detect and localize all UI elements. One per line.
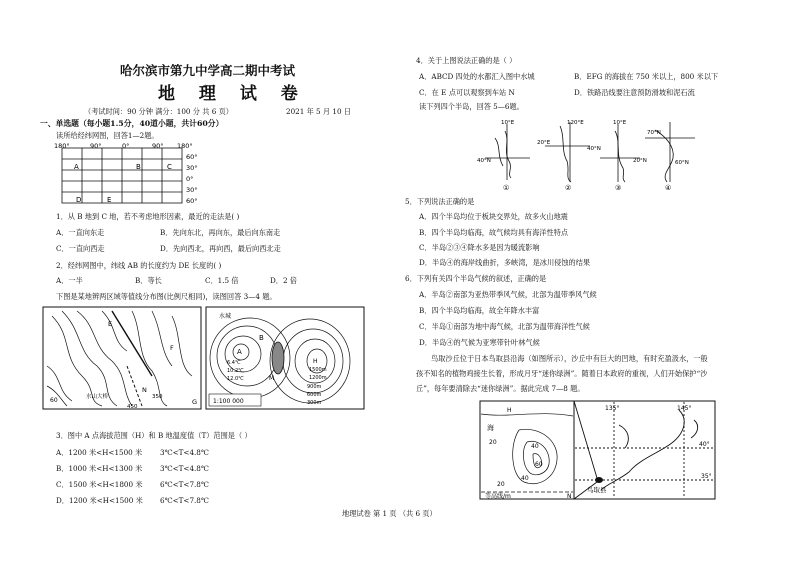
q3-option-c-left: C．1500 米<H<1800 米	[56, 480, 143, 489]
japan-label: 35°	[701, 473, 712, 480]
q2-stem: 2．经纬网图中，纬线 AB 的长度约为 DE 长度的( )	[56, 261, 222, 270]
q6-option-a: A．半岛②南部为亚热带季风气候，北部为温带季风气候	[419, 290, 597, 299]
peninsula-number: ③	[615, 184, 622, 192]
q5-option-b: B．四个半岛均临海，故气候均具有海洋性特点	[419, 228, 569, 237]
q1-option-d: D．先向西北，再向西，最后向西北走	[160, 244, 281, 253]
section-heading: 一、单选题（每小题1.5分，40道小题，共计60分）	[40, 119, 224, 128]
map-intro: 下图是某地辨两区域等值线分布图(比例尺相同)，读图回答 3—4 题。	[56, 292, 277, 301]
map2-label: 300m	[307, 400, 322, 406]
map1-label: E	[108, 320, 113, 328]
peninsula-label: 70°N	[647, 130, 661, 136]
q3-option-c-right: 6℃<T<7.8℃	[160, 480, 209, 489]
point-E: E	[107, 196, 112, 204]
lat-label: 60°	[186, 153, 198, 161]
peninsula-maps	[475, 116, 705, 192]
lon-label: 0°	[122, 143, 130, 150]
tottori-dune-map	[479, 400, 717, 500]
peninsula-label: 120°E	[567, 120, 584, 126]
map1-label: N	[142, 386, 147, 394]
map2-label: 1200m	[309, 375, 327, 381]
point-A: A	[74, 163, 79, 171]
lon-label: 180°	[177, 143, 193, 150]
japan-label: N	[567, 493, 572, 500]
q2-option-c: C．1.5 倍	[205, 276, 239, 285]
peninsula-label: 20°N	[633, 158, 647, 164]
page-footer: 地理试卷 第 1 页 （共 6 页）	[342, 509, 437, 518]
q6-stem: 6．下列有关四个半岛气候的叙述，正确的是	[405, 274, 547, 283]
point-D: D	[76, 196, 82, 204]
japan-label: 海	[487, 424, 494, 432]
q1-option-c: C．一直向西走	[56, 244, 105, 253]
map1-label: 450	[127, 404, 138, 410]
peninsula-label: 20°E	[537, 140, 551, 146]
map1-label: 350	[152, 394, 163, 400]
q4-option-b: B．EFG 的海拔在 750 米以上，800 米以下	[574, 72, 719, 81]
lon-label: 90°	[152, 143, 164, 150]
q3-option-d-right: 6℃<T<7.8℃	[160, 496, 209, 505]
point-C: C	[167, 163, 172, 171]
japan-label: 20	[489, 439, 497, 446]
q6-option-b: B．四个半岛均临海，故全年降水丰富	[419, 306, 540, 315]
exam-date: 2021 年 5 月 10 日	[286, 107, 351, 116]
japan-label: 20	[497, 481, 505, 488]
desert-intro-line3: 丘”，每年要清除去“迷你绿洲”。据此完成 7—8 题。	[416, 384, 585, 393]
peninsula-number: ④	[665, 184, 672, 192]
q1-option-a: A．一直向东走	[56, 228, 105, 237]
peninsula-label: 40°N	[477, 158, 491, 164]
map2-label: 6.4℃	[227, 360, 241, 366]
section-intro: 读所给经纬网图，回答1—2题。	[56, 131, 159, 140]
q2-option-b: B．等长	[135, 276, 162, 285]
q5-option-c: C．半岛②③④降水多是因为暖流影响	[419, 243, 540, 252]
q3-option-a-right: 3℃<T<4.8℃	[160, 448, 209, 457]
q3-option-b-left: B．1000 米<H<1300 米	[56, 464, 143, 473]
peninsula-label: 40°N	[587, 146, 601, 152]
map2-label: 水城	[219, 313, 232, 320]
q2-option-d: D．2 倍	[270, 276, 297, 285]
peninsula-number: ②	[565, 184, 572, 192]
exam-subject: 地 理 试 卷	[158, 84, 307, 104]
map1-label: F	[170, 344, 174, 352]
japan-label: 等高线/m	[485, 493, 511, 500]
japan-label: 60	[535, 461, 543, 468]
map2-label: H	[313, 358, 318, 365]
japan-label: H	[507, 407, 512, 414]
q2-option-a: A．一半	[56, 276, 83, 285]
q6-option-d: D．半岛④的气候为亚寒带针叶林气候	[419, 338, 540, 347]
q3-option-d-left: D．1200 米<H<1500 米	[56, 496, 143, 505]
map1-label: 60	[50, 397, 58, 404]
peninsula-label: 10°E	[501, 120, 515, 126]
terrain-map-left	[42, 306, 202, 410]
map2-label: 1500m	[309, 367, 327, 373]
map1-label: 水山大桥	[86, 394, 109, 400]
japan-label: 40	[531, 443, 539, 450]
lat-label: 0°	[186, 175, 194, 183]
q6-option-c: C．半岛①南部为地中海气候，北部为温带海洋性气候	[419, 322, 590, 331]
lat-label: 30°	[186, 164, 198, 172]
exam-info: （考试时间：90 分钟 满分：100 分 共 6 页）	[84, 107, 233, 116]
q4-option-a: A．ABCD 四处的水都汇入图中水城	[419, 72, 535, 81]
japan-label: 40°	[699, 441, 710, 448]
lon-label: 90°	[90, 143, 102, 150]
lon-label: 180°	[54, 143, 70, 150]
q3-option-b-right: 3℃<T<4.8℃	[160, 464, 209, 473]
lat-label: 30°	[186, 186, 198, 194]
q3-stem: 3．图中 A 点海拔范围（H）和 B 地温度值（T）范围是（ ）	[56, 431, 252, 440]
map2-label: 12.0℃	[227, 376, 244, 382]
peninsula-intro: 读下列四个半岛，回答 5—6题。	[419, 102, 524, 111]
peninsula-number: ①	[503, 184, 510, 192]
q3-option-a-left: A．1200 米<H<1500 米	[56, 448, 143, 457]
q4-option-d: D．铁路沿线要注意预防滑坡和泥石流	[574, 88, 695, 97]
japan-label: 鸟取县	[587, 486, 607, 494]
map2-label: 900m	[307, 384, 322, 390]
desert-intro-line1: 鸟取沙丘位于日本鸟取县沿海（如图所示），沙丘中有巨大的凹地，有时充盈汲水，一般	[431, 354, 708, 363]
map2-label: 600m	[307, 392, 322, 398]
q5-stem: 5．下列说法正确的是	[405, 197, 475, 206]
map2-label: 10.2℃	[227, 368, 244, 374]
q1-option-b: B．先向东北，再向东，最后向东南走	[160, 228, 281, 237]
map1-label: G	[192, 398, 198, 406]
lat-label: 60°	[186, 197, 198, 205]
map2-label: M	[269, 375, 275, 382]
map2-label: B	[259, 334, 264, 342]
map2-scale: 1:100 000	[213, 398, 244, 405]
japan-label: 40	[521, 475, 529, 482]
map2-label: A	[237, 348, 242, 356]
peninsula-label: 60°N	[675, 160, 689, 166]
point-B: B	[136, 163, 141, 171]
peninsula-label: 10°E	[613, 120, 627, 126]
lat-lon-grid-figure	[52, 143, 212, 205]
japan-label: 135°	[605, 405, 620, 412]
q4-stem: 4．关于上图说法正确的是（ ）	[416, 56, 517, 65]
q5-option-d: D．半岛④的海岸线曲折，多峡湾，是冰川侵蚀的结果	[419, 258, 591, 267]
exam-title: 哈尔滨市第九中学高二期中考试	[120, 63, 296, 78]
q1-stem: 1．从 B 地到 C 地，若不考虑地形因素，最近的走法是( )	[56, 212, 240, 221]
terrain-map-right	[205, 306, 365, 410]
japan-label: 145°	[677, 405, 692, 412]
q5-option-a: A．四个半岛均位于板块交界处，故多火山地震	[419, 212, 568, 221]
desert-intro-line2: 孩不知名的植物鸡接生长着，形成月牙“迷你绿洲”。随着日本政府的重视，人们开始保护“沙	[416, 369, 708, 378]
q4-option-c: C．在 E 点可以观察到车站 N	[419, 88, 515, 97]
